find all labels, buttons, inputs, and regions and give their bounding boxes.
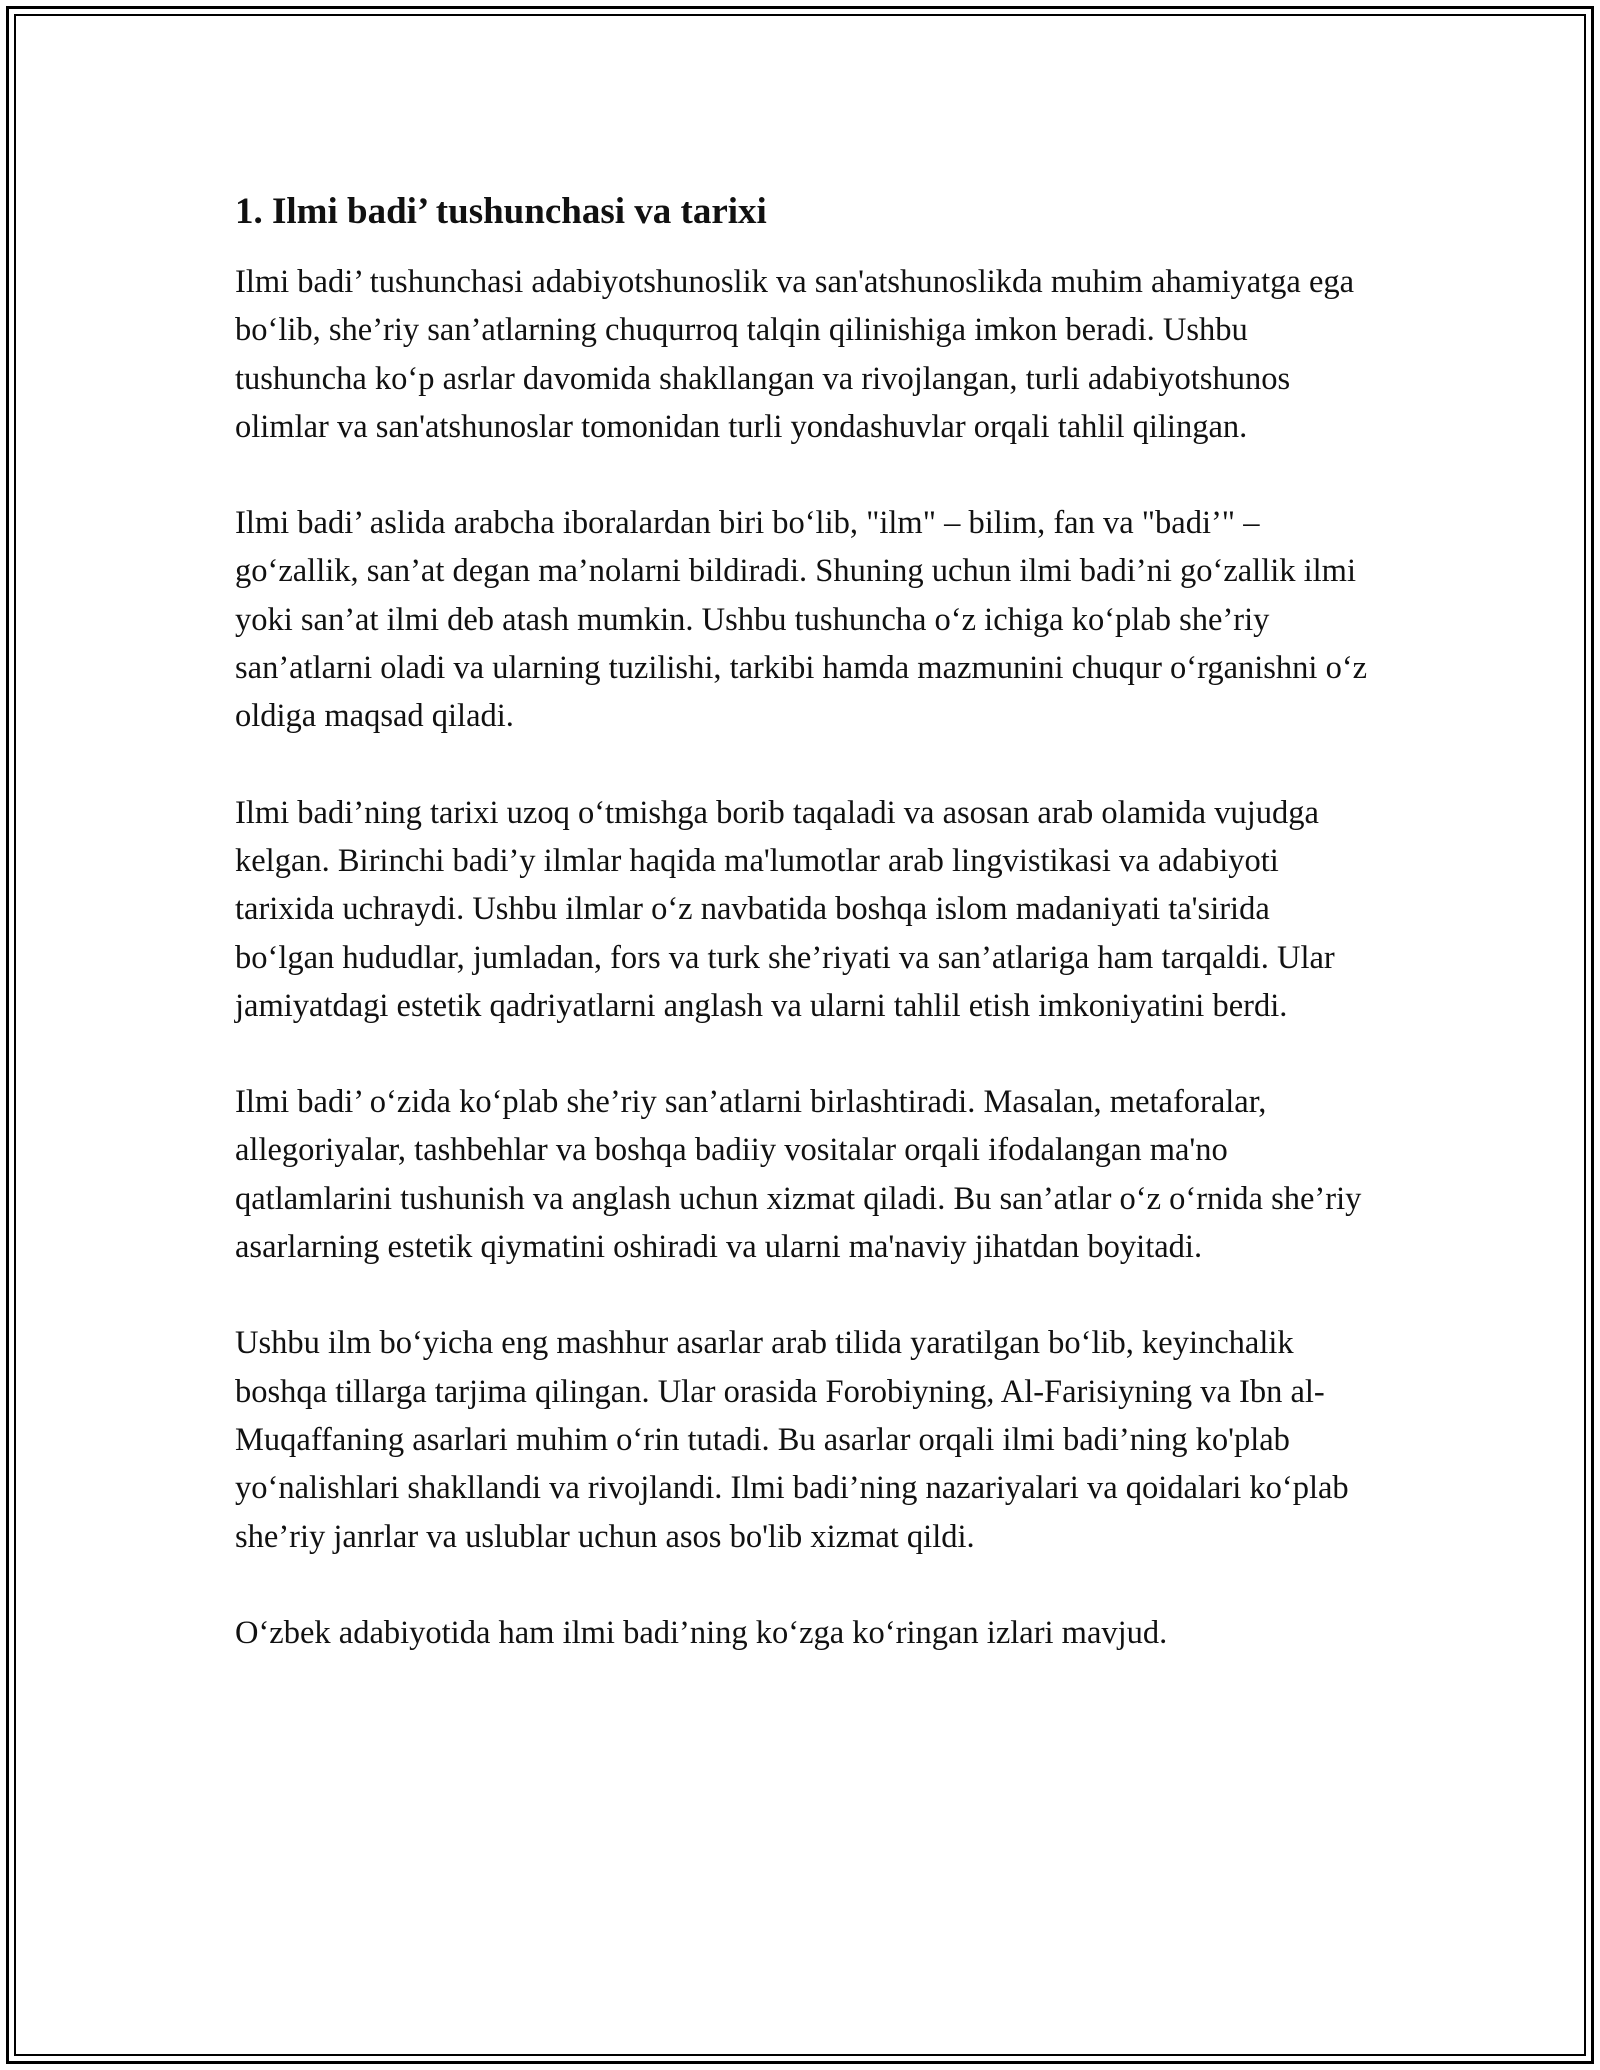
document-body	[235, 188, 1375, 1705]
paragraph-3: Ilmi badi’ning tarixi uzoq o‘tmishga borib taqaladi va asosan arab olamida vujudga kelgan. Birinchi badi’y ilmlar haqida ma'lumotlar arab lingvistikasi va adabiyoti tarixida uchraydi. Ushbu ilmlar o‘z navbatida boshqa islom madaniyati ta'sirida bo‘lgan hududlar, jumladan, fors va turk she’riyati va san’atlariga ham tarqaldi. Ular jamiyatdagi estetik qadriyatlarni anglash va ularni tahlil etish imkoniyatini berdi.	[235, 794, 1335, 1024]
section-title: 1. Ilmi badi’ tushunchasi va tarixi	[235, 191, 767, 232]
paragraph-2: Ilmi badi’ aslida arabcha iboralardan biri bo‘lib, "ilm" – bilim, fan va "badi’" – go‘zallik, san’at degan ma’nolarni bildiradi. Shuning uchun ilmi badi’ni go‘zallik ilmi yoki san’at ilmi deb atash mumkin. Ushbu tushuncha o‘z ichiga ko‘plab she’riy san’atlarni oladi va ularning tuzilishi, tarkibi hamda mazmunini chuqur o‘rganishni o‘z oldiga maqsad qiladi.	[235, 505, 1368, 735]
paragraph-6: O‘zbek adabiyotida ham ilmi badi’ning ko‘zga ko‘ringan izlari mavjud.	[235, 1614, 1168, 1651]
paragraph-1: Ilmi badi’ tushunchasi adabiyotshunoslik va san'atshunoslikda muhim ahamiyatga ega bo‘lib, she’riy san’atlarning chuqurroq talqin qilinishiga imkon beradi. Ushbu tushuncha ko‘p asrlar davomida shakllangan va rivojlangan, turli adabiyotshunos olimlar va san'atshunoslar tomonidan turli yondashuvlar orqali tahlil qilingan.	[235, 264, 1355, 445]
paragraph-5: Ushbu ilm bo‘yicha eng mashhur asarlar arab tilida yaratilgan bo‘lib, keyinchalik boshqa tillarga tarjima qilingan. Ular orasida Forobiyning, Al-Farisiyning va Ibn al-Muqaffaning asarlari muhim o‘rin tutadi. Bu asarlar orqali ilmi badi’ning ko'plab yo‘nalishlari shakllandi va rivojlandi. Ilmi badi’ning nazariyalari va qoidalari ko‘plab she’riy janrlar va uslublar uchun asos bo'lib xizmat qildi.	[235, 1325, 1349, 1555]
paragraph-4: Ilmi badi’ o‘zida ko‘plab she’riy san’atlarni birlashtiradi. Masalan, metaforalar, allegoriyalar, tashbehlar va boshqa badiiy vositalar orqali ifodalangan ma'no qatlamlarini tushunish va anglash uchun xizmat qiladi. Bu san’atlar o‘z o‘rnida she’riy asarlarning estetik qiymatini oshiradi va ularni ma'naviy jihatdan boyitadi.	[235, 1084, 1362, 1266]
